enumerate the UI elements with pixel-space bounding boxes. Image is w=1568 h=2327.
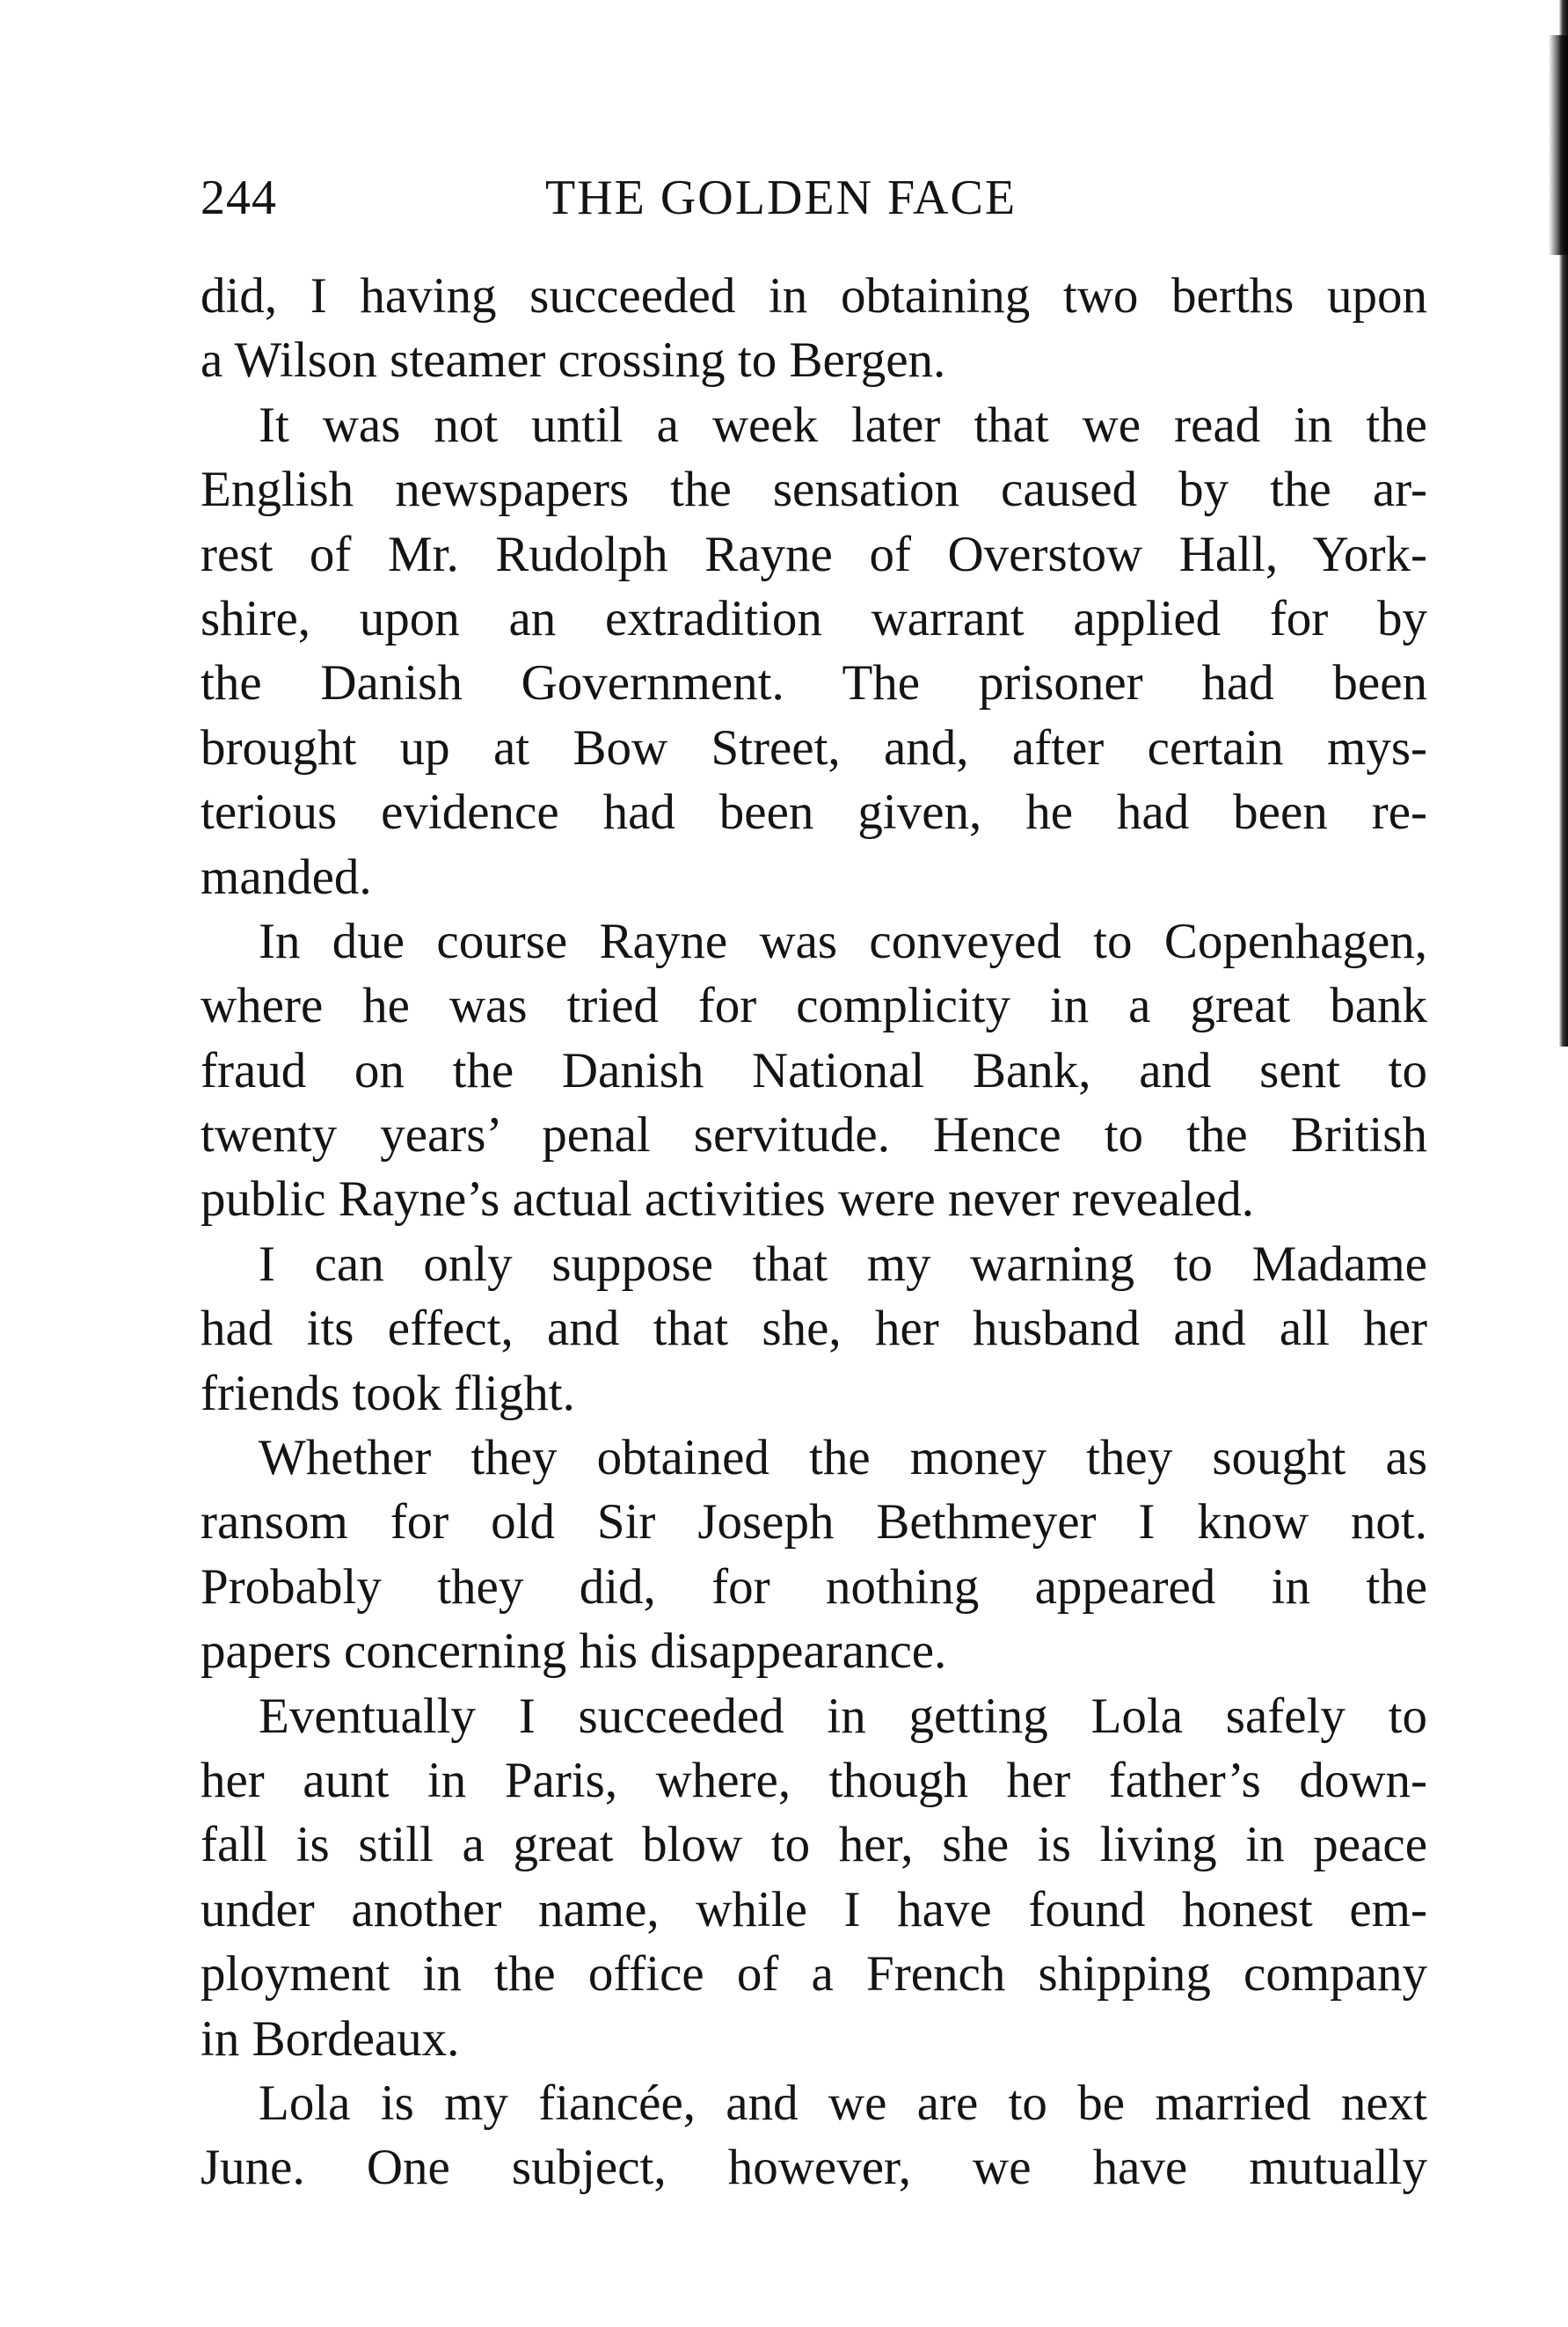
body-text bbox=[201, 264, 1427, 2200]
text-line: Whether they obtained the money they sought as bbox=[259, 1430, 1427, 1486]
text-line: Lola is my fiancée, and we are to be married next bbox=[259, 2075, 1427, 2131]
text-line: I can only suppose that my warning to Madame bbox=[259, 1236, 1427, 1292]
text-line: under another name, while I have found honest em- bbox=[201, 1881, 1427, 1937]
text-line: ployment in the office of a French shipping company bbox=[201, 1946, 1427, 2002]
text-line: public Rayne’s actual activities were never revealed. bbox=[201, 1171, 1255, 1228]
text-line: the Danish Government. The prisoner had been bbox=[201, 655, 1427, 711]
page-binding-edge bbox=[1559, 0, 1568, 1047]
text-line: friends took flight. bbox=[201, 1365, 575, 1421]
text-line: papers concerning his disappearance. bbox=[201, 1623, 947, 1680]
text-line: ransom for old Sir Joseph Bethmeyer I know not. bbox=[201, 1494, 1427, 1550]
text-line: Probably they did, for nothing appeared in the bbox=[201, 1558, 1427, 1615]
text-line: a Wilson steamer crossing to Bergen. bbox=[201, 332, 946, 389]
text-line: brought up at Bow Street, and, after certain mys- bbox=[201, 719, 1427, 776]
text-line: In due course Rayne was conveyed to Copenhagen, bbox=[259, 913, 1427, 969]
text-line: rest of Mr. Rudolph Rayne of Overstow Hall, York- bbox=[201, 526, 1427, 582]
text-line: manded. bbox=[201, 849, 372, 905]
text-line: It was not until a week later that we read in the bbox=[259, 397, 1427, 453]
text-line: terious evidence had been given, he had been re- bbox=[201, 784, 1427, 841]
text-line: twenty years’ penal servitude. Hence to the British bbox=[201, 1107, 1427, 1164]
text-line: had its effect, and that she, her husband and all her bbox=[201, 1301, 1427, 1357]
text-line: June. One subject, however, we have mutually bbox=[201, 2140, 1427, 2196]
text-line: where he was tried for complicity in a great bank bbox=[201, 978, 1427, 1034]
text-line: English newspapers the sensation caused by the ar- bbox=[201, 462, 1427, 518]
text-line: her aunt in Paris, where, though her father’s down- bbox=[201, 1752, 1427, 1808]
text-line: in Bordeaux. bbox=[201, 2010, 460, 2067]
text-line: fraud on the Danish National Bank, and sent to bbox=[201, 1042, 1427, 1098]
text-line: shire, upon an extradition warrant applied for by bbox=[201, 590, 1427, 646]
running-head bbox=[201, 167, 1427, 229]
text-line: fall is still a great blow to her, she is living in peace bbox=[201, 1817, 1427, 1873]
book-title: THE GOLDEN FACE bbox=[545, 171, 1017, 225]
text-line: Eventually I succeeded in getting Lola safely to bbox=[259, 1688, 1427, 1744]
page-number: 244 bbox=[201, 171, 277, 225]
text-line: did, I having succeeded in obtaining two berths upon bbox=[201, 268, 1427, 324]
